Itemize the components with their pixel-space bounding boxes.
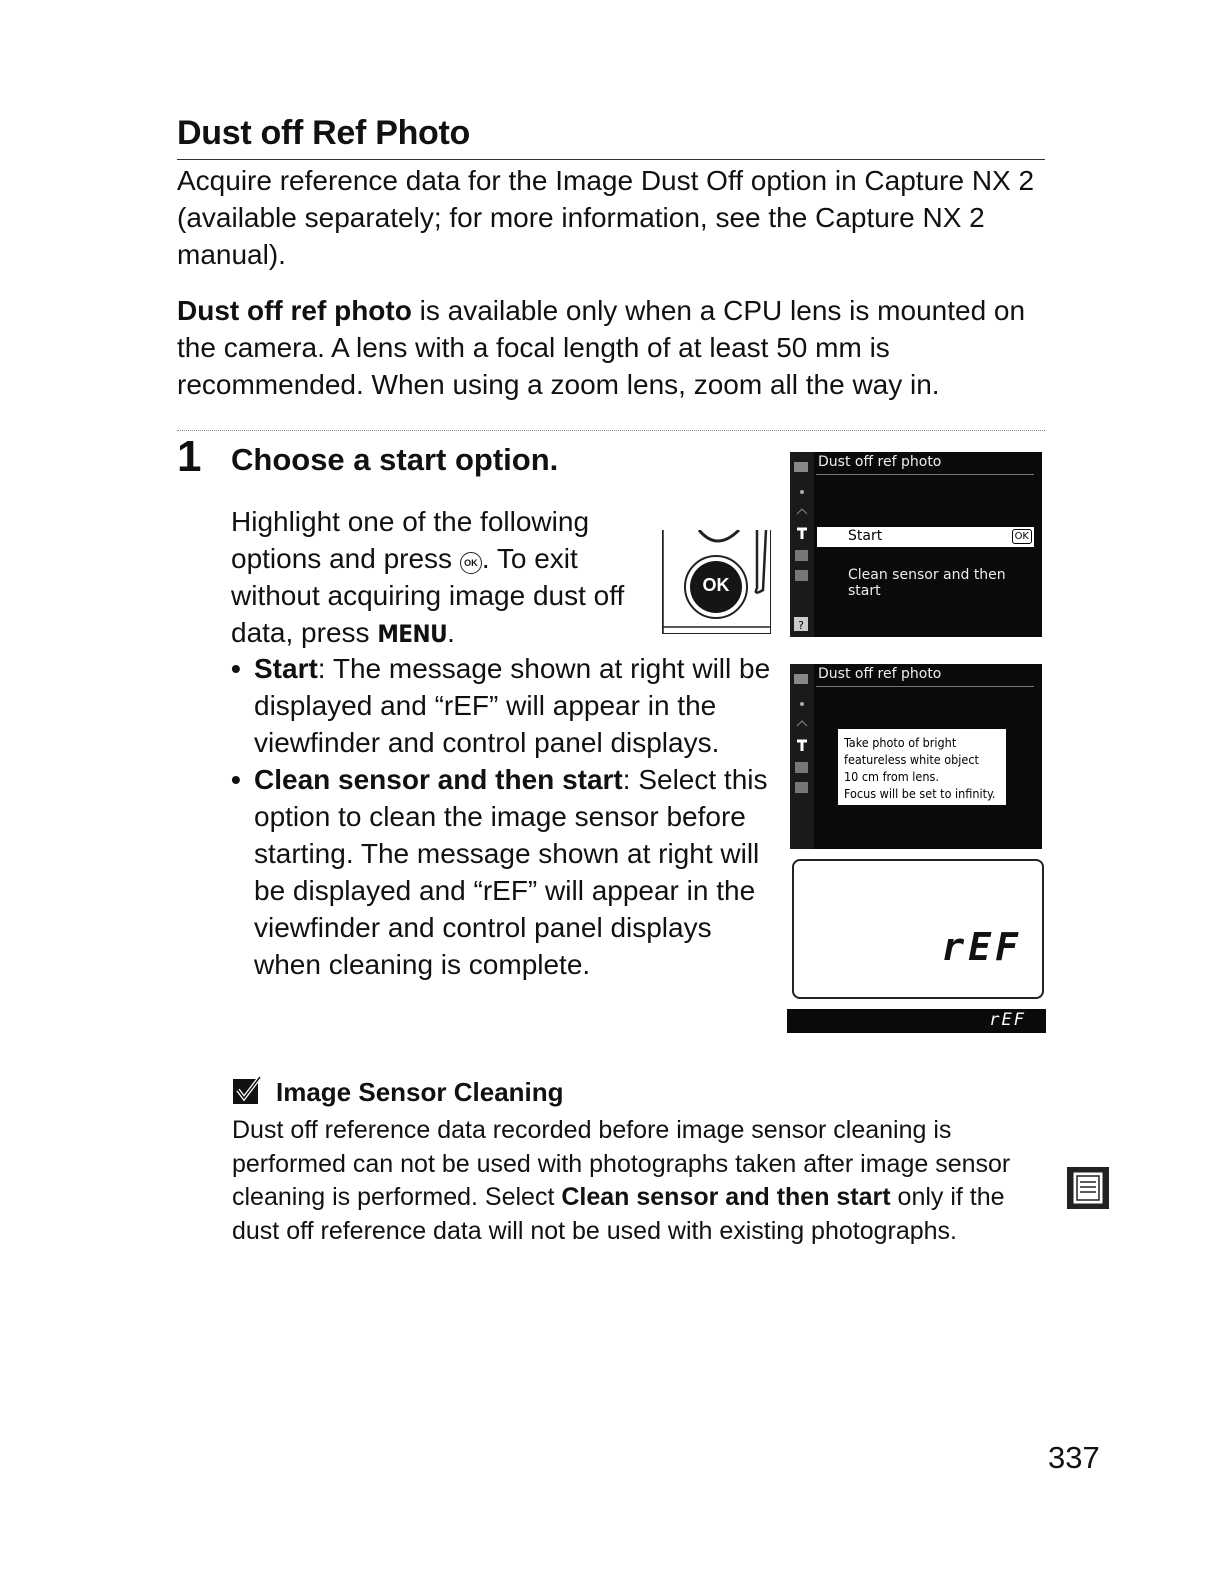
message-line: featureless white object bbox=[844, 752, 979, 767]
menu-sidebar bbox=[790, 664, 814, 849]
list-item bbox=[231, 761, 771, 983]
note-text-part1: Dust off reference data recorded before image sensor cleaning is performed can not be used with photographs taken after image sensor cleaning is performed. Select bbox=[232, 1116, 1011, 1211]
checkmark-note-icon bbox=[232, 1076, 262, 1106]
ok-button-illustration bbox=[662, 530, 771, 634]
note-bold-option: Clean sensor and then start bbox=[561, 1183, 891, 1211]
menu-button-label: MENU bbox=[377, 620, 448, 648]
step-number: 1 bbox=[177, 432, 202, 481]
option-description: : Select this option to clean the image sensor before starting. The message shown at right will be displayed and “rEF” will appear in the viewfinder and control panel displays when cleaning is complete. bbox=[254, 764, 768, 980]
camera-message-screen bbox=[790, 664, 1042, 849]
page-number: 337 bbox=[1048, 1440, 1100, 1475]
availability-lead: Dust off ref photo bbox=[177, 295, 412, 326]
bullet-dot: • bbox=[231, 764, 241, 795]
ok-badge-icon: OK bbox=[1012, 529, 1032, 544]
availability-text: is available only when a CPU lens is mounted on the camera. A lens with a focal length of at least 50 mm is recommended. When using a zoom lens, zoom all the way in. bbox=[177, 295, 1026, 400]
option-term: Start bbox=[254, 653, 318, 684]
menu-sidebar bbox=[790, 452, 814, 637]
option-description: : The message shown at right will be displayed and “rEF” will appear in the viewfinder and control panel displays. bbox=[254, 653, 771, 758]
ok-button-icon: OK bbox=[460, 552, 482, 574]
ok-button-label: OK bbox=[702, 575, 730, 595]
message-line: Take photo of bright bbox=[844, 735, 957, 750]
title-underline bbox=[816, 474, 1034, 475]
note-text-part2: only if the dust off reference data will not be used with existing photographs. bbox=[232, 1183, 1005, 1245]
control-panel-ref-readout: rEF bbox=[941, 925, 1022, 969]
title-rule bbox=[177, 159, 1045, 160]
start-options-list bbox=[231, 650, 771, 983]
instruction-part1: Highlight one of the following options and press bbox=[231, 506, 590, 574]
option-term: Clean sensor and then start bbox=[254, 764, 623, 795]
camera-menu-screen bbox=[790, 452, 1042, 637]
viewfinder-display bbox=[787, 1009, 1046, 1033]
message-line: 10 cm from lens. bbox=[844, 769, 939, 784]
bullet-dot: • bbox=[231, 653, 241, 684]
instruction-end: . bbox=[447, 617, 455, 648]
list-item bbox=[231, 650, 771, 761]
control-panel-display bbox=[792, 859, 1044, 999]
title-underline bbox=[816, 686, 1034, 687]
menu-section-tab-icon bbox=[1066, 1166, 1110, 1210]
message-box bbox=[838, 729, 1006, 805]
viewfinder-ref-readout: rEF bbox=[989, 1010, 1026, 1030]
screen-title: Dust off ref photo bbox=[818, 454, 942, 470]
instruction-part2: . To exit without acquiring image dust off data, press bbox=[231, 543, 625, 648]
intro-paragraph: Acquire reference data for the Image Dust Off option in Capture NX 2 (available separately; for more information, see the Capture NX 2 manual). bbox=[177, 165, 1035, 270]
availability-paragraph bbox=[177, 292, 1057, 403]
note-body bbox=[232, 1114, 1032, 1248]
note-title: Image Sensor Cleaning bbox=[276, 1077, 564, 1107]
step-title: Choose a start option. bbox=[231, 442, 559, 477]
message-line: Focus will be set to infinity. bbox=[844, 786, 996, 801]
menu-item-clean-sensor[interactable]: Clean sensor and then start bbox=[848, 567, 1006, 599]
svg-text:?: ? bbox=[798, 619, 804, 632]
menu-item-start[interactable] bbox=[817, 527, 1034, 547]
menu-item-label: Start bbox=[848, 528, 883, 544]
screen-title: Dust off ref photo bbox=[818, 666, 942, 682]
section-divider bbox=[177, 430, 1045, 431]
page-title: Dust off Ref Photo bbox=[177, 114, 470, 152]
step-instruction bbox=[231, 503, 636, 653]
